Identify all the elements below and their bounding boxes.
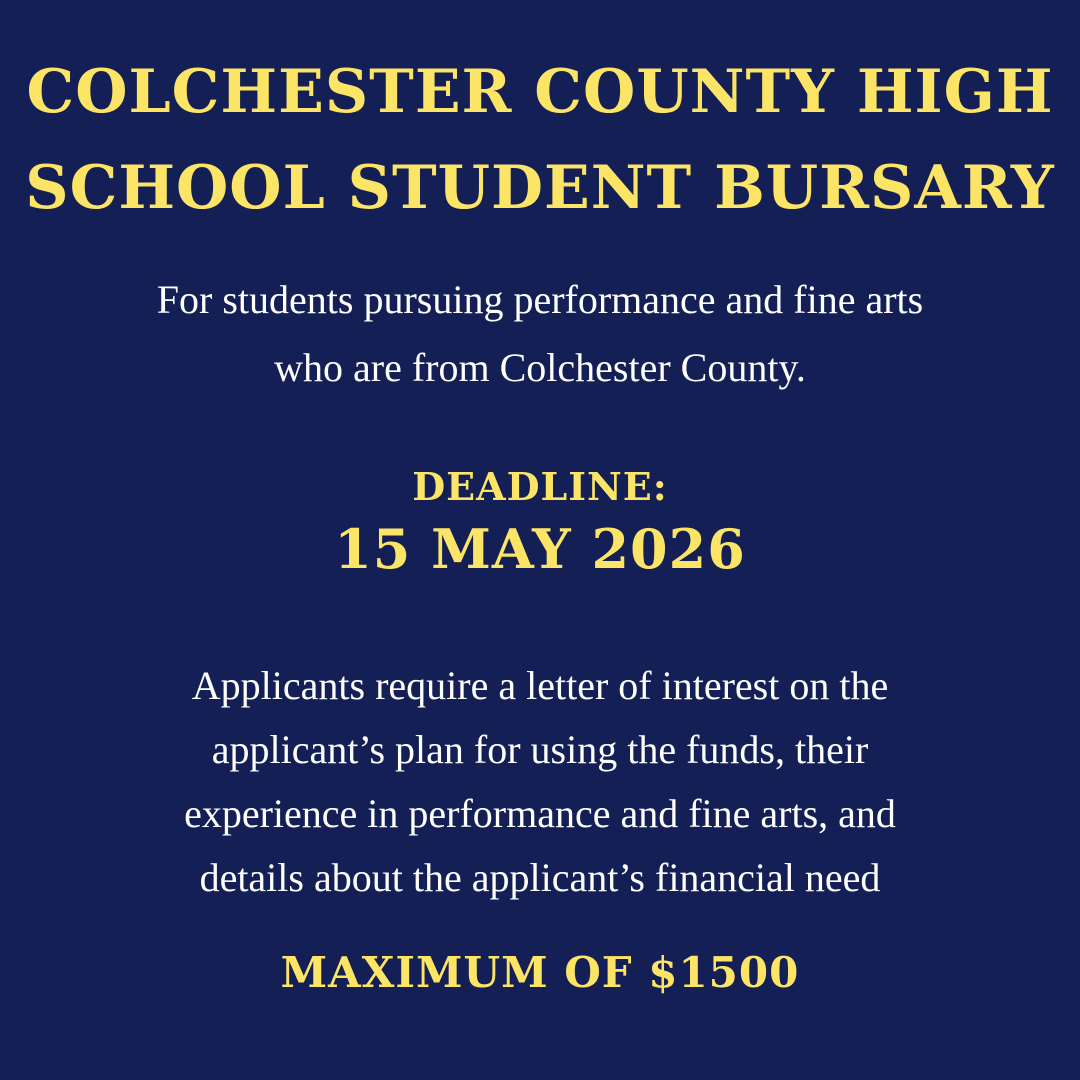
requirements-line-2: applicant’s plan for using the funds, their bbox=[211, 727, 869, 772]
eligibility-line-2: who are from Colchester County. bbox=[274, 345, 806, 390]
eligibility-line-1: For students pursuing performance and fine arts bbox=[156, 277, 924, 322]
requirements-line-1: Applicants require a letter of interest on the bbox=[191, 663, 889, 708]
title-line-2: SCHOOL STUDENT BURSARY bbox=[25, 153, 1055, 223]
requirements-line-4: details about the applicant’s financial need bbox=[199, 855, 881, 900]
deadline-label: DEADLINE: bbox=[412, 464, 668, 509]
requirements-line-3: experience in performance and fine arts, and bbox=[184, 791, 896, 836]
title-line-1: COLCHESTER COUNTY HIGH bbox=[26, 57, 1054, 127]
maximum-award: MAXIMUM OF $1500 bbox=[280, 948, 800, 997]
deadline-date: 15 MAY 2026 bbox=[334, 517, 746, 581]
